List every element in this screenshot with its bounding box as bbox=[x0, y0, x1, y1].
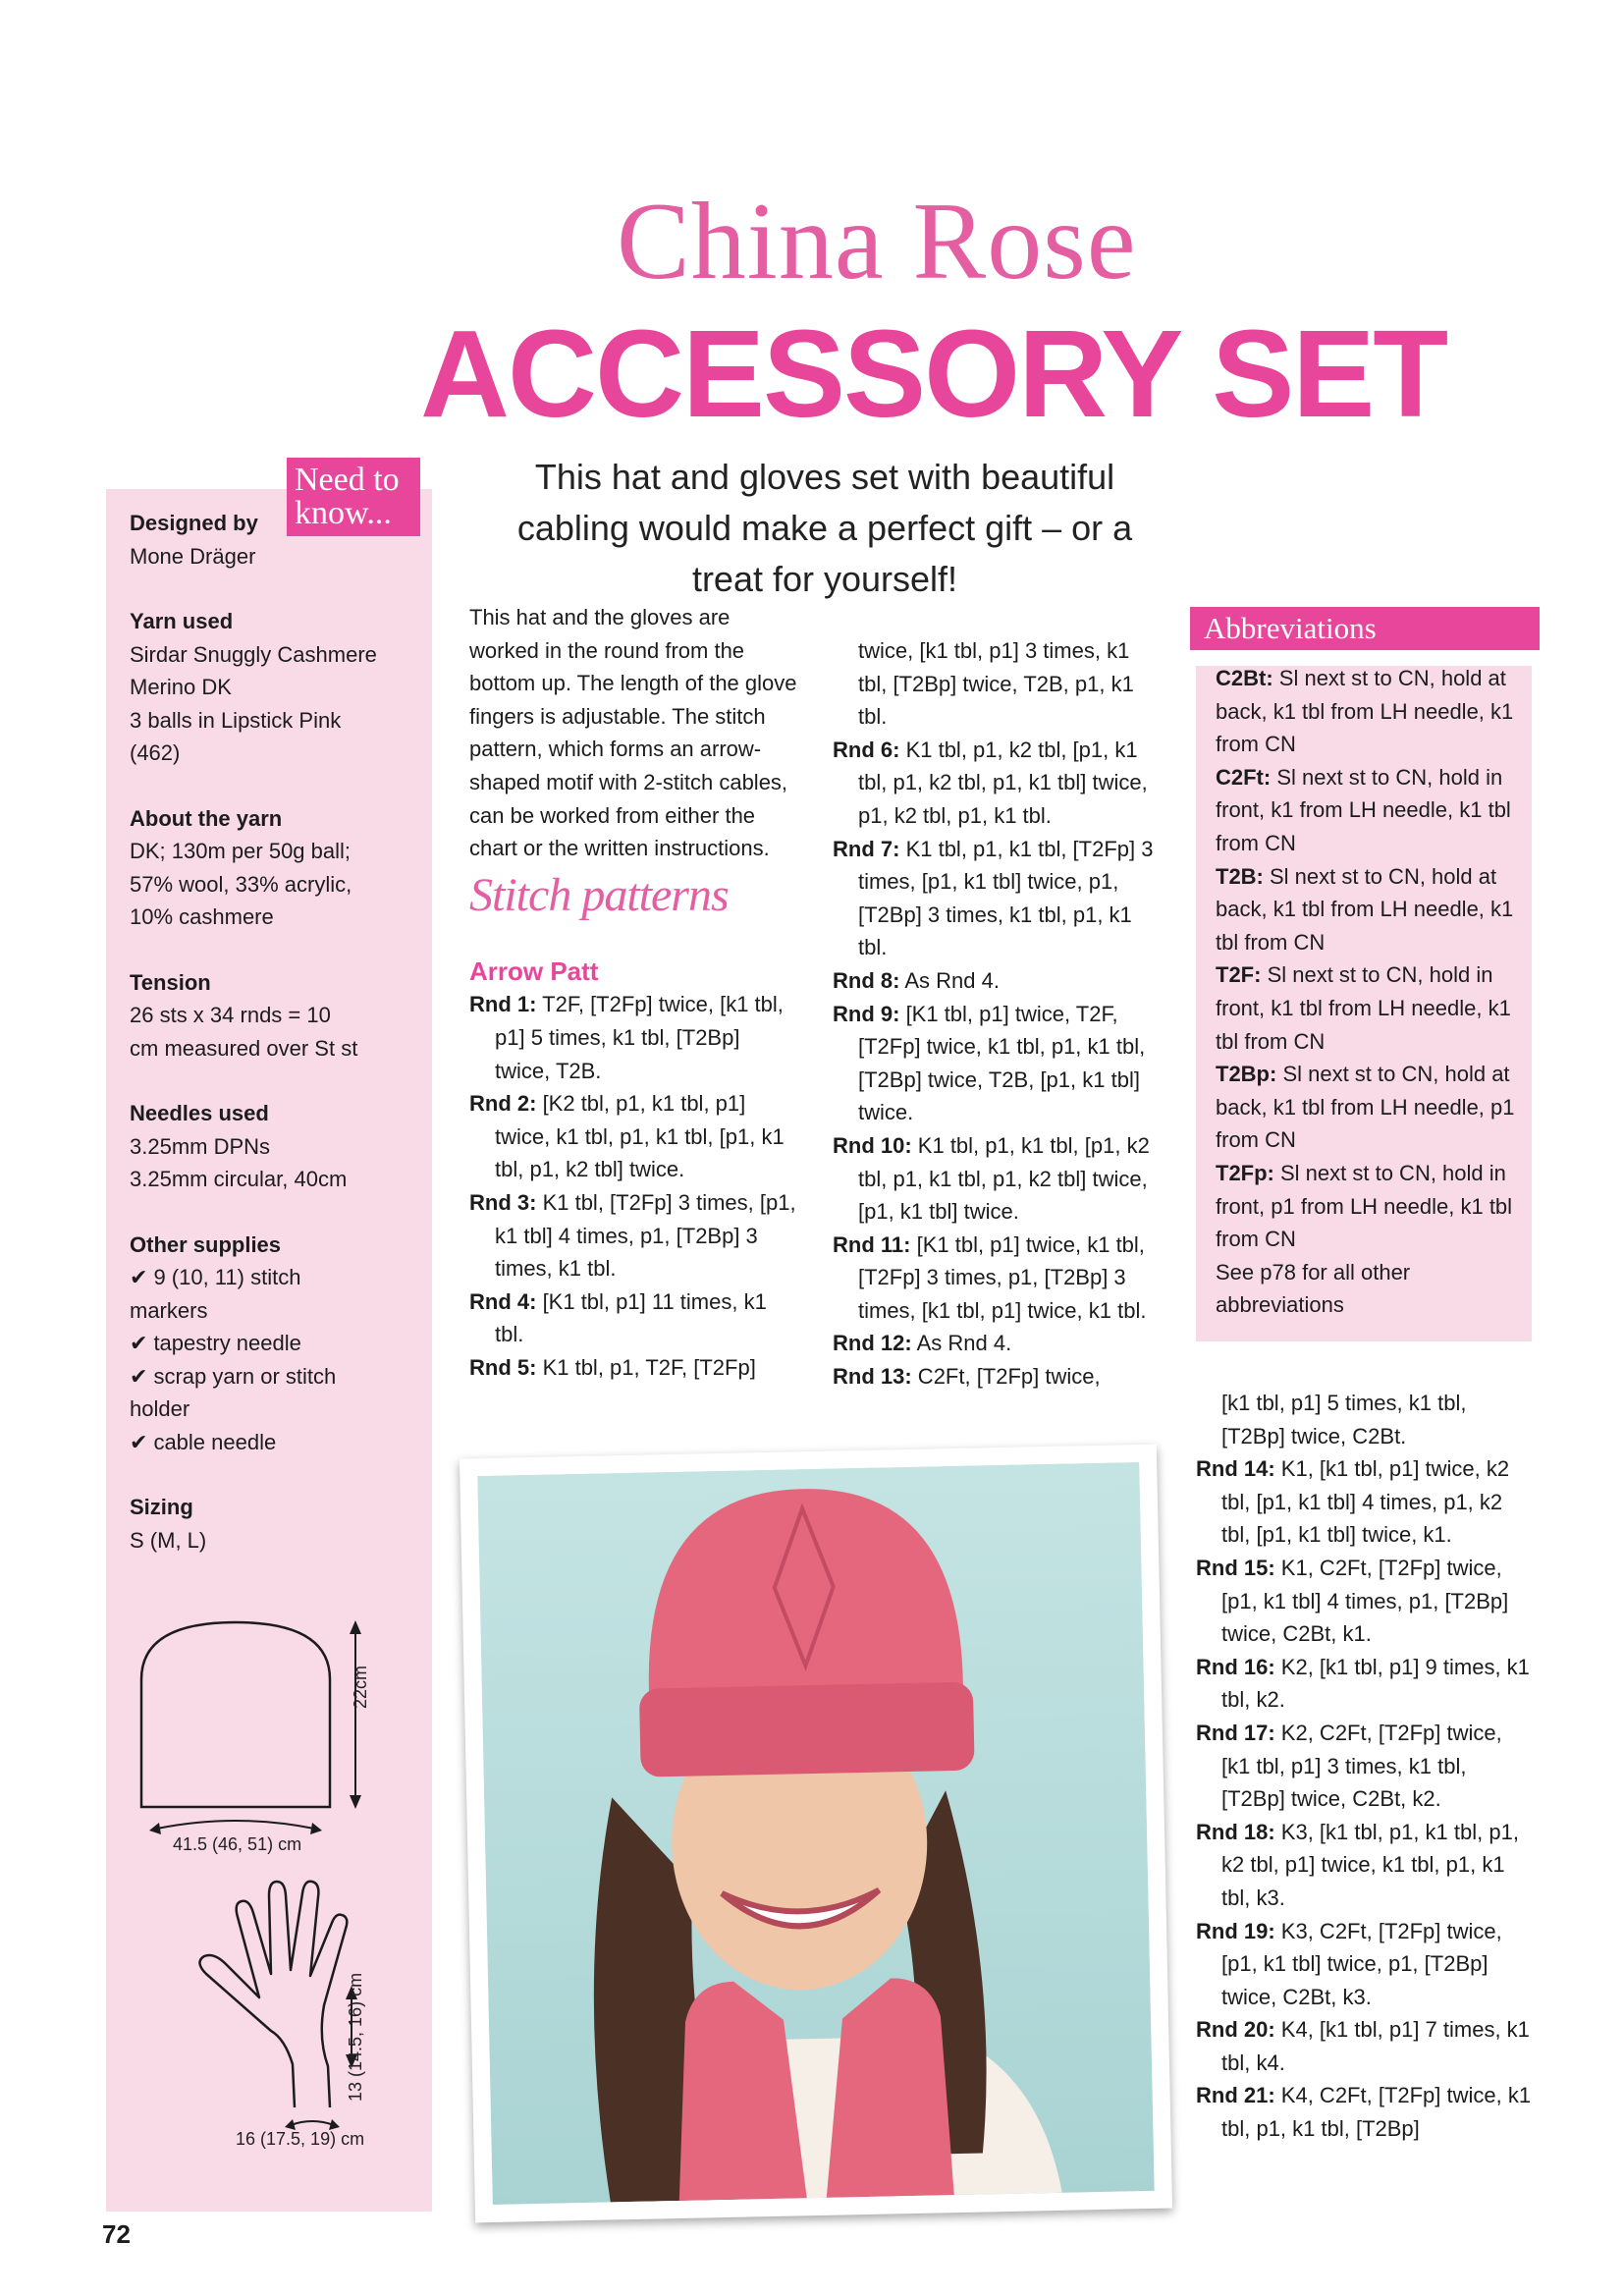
supplies-section bbox=[130, 1229, 424, 1459]
round-instruction bbox=[469, 1186, 797, 1285]
abbreviation-term: T2B: bbox=[1216, 863, 1264, 889]
round-label: Rnd 13: bbox=[833, 1364, 912, 1390]
round-text: K1 tbl, p1, k2 tbl, [p1, k1 tbl, p1, k2 tbl, p1, k1 tbl] twice, p1, k2 tbl, p1, k1 tbl. bbox=[858, 737, 1148, 828]
round-instruction bbox=[833, 1360, 1163, 1394]
round-continuation: [k1 tbl, p1] 5 times, k1 tbl, [T2Bp] twice, C2Bt. bbox=[1221, 1391, 1467, 1449]
round-text: [K1 tbl, p1] twice, T2F, [T2Fp] twice, k1 tbl, p1, k1 tbl, [T2Bp] twice, T2B, [p1, k1 tbl] twice. bbox=[858, 1001, 1146, 1125]
round-text: K1 tbl, [T2Fp] 3 times, [p1, k1 tbl] 4 times, p1, [T2Bp] 3 times, k1 tbl. bbox=[495, 1189, 796, 1282]
round-label: Rnd 8: bbox=[833, 967, 900, 993]
tension-label: Tension bbox=[130, 969, 211, 995]
abbreviation-def: Sl next st to CN, hold in front, k1 tbl from LH needle, k1 tbl from CN bbox=[1216, 962, 1511, 1054]
round-label: Rnd 3: bbox=[469, 1189, 537, 1215]
hat-schematic bbox=[128, 1611, 412, 1846]
round-instruction bbox=[833, 1229, 1163, 1328]
sidebar-details bbox=[130, 507, 424, 1589]
round-instruction bbox=[1196, 1717, 1536, 1816]
round-label: Rnd 19: bbox=[1196, 1918, 1275, 1943]
round-text: K3, [k1 tbl, p1, k1 tbl, p1, k2 tbl, p1] twice, k1 tbl, p1, k1 tbl, k3. bbox=[1221, 1819, 1519, 1910]
round-instruction bbox=[1196, 1452, 1536, 1552]
abbreviation-term: C2Ft: bbox=[1216, 764, 1272, 790]
abbreviation-item bbox=[1216, 1157, 1530, 1256]
abbreviations-footer: See p78 for all other abbreviations bbox=[1216, 1259, 1411, 1318]
round-text: [K2 tbl, p1, k1 tbl, p1] twice, k1 tbl, p1, k1 tbl, [p1, k1 tbl, p1, k2 tbl] twice. bbox=[495, 1091, 785, 1182]
yarn-line: Merino DK bbox=[130, 675, 232, 699]
page-number: 72 bbox=[102, 2219, 131, 2249]
round-text: K1 tbl, p1, k1 tbl, [T2Fp] 3 times, [p1, k1 tbl] twice, p1, [T2Bp] 3 times, k1 tbl, p1, k1 tbl. bbox=[858, 836, 1154, 960]
abbreviation-item bbox=[1216, 761, 1530, 860]
sizing-value: S (M, L) bbox=[130, 1527, 207, 1553]
tension-line: cm measured over St st bbox=[130, 1035, 358, 1061]
designer-name: Mone Dräger bbox=[130, 543, 256, 569]
abbreviation-item bbox=[1216, 662, 1530, 761]
designed-by-label: Designed by bbox=[130, 511, 258, 535]
tension-line: 26 sts x 34 rnds = 10 bbox=[130, 1003, 331, 1027]
round-text: K1 tbl, p1, k1 tbl, [p1, k2 tbl, p1, k1 tbl, p1, k2 tbl] twice, [p1, k1 tbl] twice. bbox=[858, 1132, 1150, 1225]
supply-item: ✔ scrap yarn or stitch bbox=[130, 1360, 424, 1394]
abbreviation-item bbox=[1216, 860, 1530, 959]
round-instruction bbox=[833, 998, 1163, 1129]
yarn-label: Yarn used bbox=[130, 609, 234, 633]
abbreviation-term: T2Bp: bbox=[1216, 1062, 1277, 1087]
round-instruction bbox=[1196, 1816, 1536, 1915]
arrow-patt-heading: Arrow Patt bbox=[469, 956, 599, 986]
about-line: DK; 130m per 50g ball; bbox=[130, 839, 352, 863]
round-instruction bbox=[1196, 1651, 1536, 1717]
abbreviation-term: T2F: bbox=[1216, 962, 1262, 988]
round-label: Rnd 7: bbox=[833, 836, 900, 861]
column-2 bbox=[833, 634, 1163, 1394]
hat-brim bbox=[639, 1682, 975, 1777]
abbreviations-heading: Abbreviations bbox=[1190, 607, 1540, 650]
glove-width-arrow bbox=[291, 2121, 334, 2125]
photo-illustration bbox=[477, 1462, 1154, 2205]
abbreviation-def: Sl next st to CN, hold at back, k1 tbl from LH needle, k1 from CN bbox=[1216, 666, 1514, 757]
round-label: Rnd 11: bbox=[833, 1231, 911, 1257]
round-instruction bbox=[469, 1351, 797, 1385]
supply-item-cont: markers bbox=[130, 1297, 208, 1323]
about-yarn-label: About the yarn bbox=[130, 805, 283, 831]
round-label: Rnd 6: bbox=[833, 737, 900, 762]
glove-height-label: 13 (14.5, 16) cm bbox=[346, 1972, 365, 2102]
hat-width-label: 41.5 (46, 51) cm bbox=[173, 1834, 302, 1854]
sizing-section bbox=[130, 1491, 424, 1557]
tension-section bbox=[130, 966, 424, 1066]
round-label: Rnd 21: bbox=[1196, 2083, 1275, 2108]
round-instruction bbox=[1196, 1552, 1536, 1651]
abbreviation-def: Sl next st to CN, hold at back, k1 tbl from LH needle, k1 tbl from CN bbox=[1216, 863, 1514, 955]
round-label: Rnd 20: bbox=[1196, 2017, 1275, 2043]
abbreviation-term: C2Bt: bbox=[1216, 666, 1273, 690]
round-label: Rnd 12: bbox=[833, 1331, 912, 1356]
round-instruction bbox=[833, 734, 1163, 833]
round-label: Rnd 16: bbox=[1196, 1654, 1275, 1679]
subtitle: This hat and gloves set with beautiful cabling would make a perfect gift – or a treat for yourself! bbox=[516, 457, 1133, 599]
intro-paragraph: This hat and the gloves are worked in the round from the bottom up. The length of the glove fingers is adjustable. The stitch pattern, which forms an arrow-shaped motif with 2-stitch cables, can be worked from either the chart or the written instructions. bbox=[469, 605, 797, 861]
glove-width-label: 16 (17.5, 19) cm bbox=[236, 2129, 365, 2149]
yarn-line: (462) bbox=[130, 740, 181, 765]
round-text: K4, C2Ft, [T2Fp] twice, k1 tbl, p1, k1 tbl, [T2Bp] bbox=[1221, 2083, 1532, 2142]
round-text: K1, [k1 tbl, p1] twice, k2 tbl, [p1, k1 tbl] 4 times, p1, k2 tbl, [p1, k1 tbl] twice, k1. bbox=[1221, 1456, 1510, 1548]
supply-item: ✔ tapestry needle bbox=[130, 1327, 424, 1360]
abbreviation-item bbox=[1216, 1058, 1530, 1157]
round-text: As Rnd 4. bbox=[911, 1331, 1012, 1356]
hat-width-arrow bbox=[157, 1821, 314, 1829]
abbreviation-item bbox=[1216, 958, 1530, 1058]
hat-outline bbox=[141, 1622, 330, 1807]
round-label: Rnd 15: bbox=[1196, 1555, 1275, 1580]
needles-line: 3.25mm circular, 40cm bbox=[130, 1167, 348, 1191]
need-to-know-badge: Need to know... bbox=[287, 458, 420, 536]
photo-image bbox=[477, 1462, 1154, 2205]
round-label: Rnd 2: bbox=[469, 1091, 537, 1117]
title-line-2: ACCESSORY SET bbox=[420, 304, 1447, 443]
round-instruction bbox=[1196, 2079, 1536, 2145]
round-label: Rnd 18: bbox=[1196, 1819, 1275, 1844]
round-instruction bbox=[469, 1285, 797, 1351]
supply-item-cont: holder bbox=[130, 1396, 190, 1421]
yarn-line: Sirdar Snuggly Cashmere bbox=[130, 641, 377, 667]
round-label: Rnd 4: bbox=[469, 1288, 537, 1314]
needles-label: Needles used bbox=[130, 1101, 269, 1125]
about-yarn-section bbox=[130, 802, 424, 934]
round-instruction bbox=[833, 1129, 1163, 1229]
round-label: Rnd 9: bbox=[833, 1001, 900, 1026]
round-text: C2Ft, [T2Fp] twice, bbox=[911, 1364, 1101, 1390]
round-text: [K1 tbl, p1] twice, k1 tbl, [T2Fp] 3 times, p1, [T2Bp] 3 times, [k1 tbl, p1] twice, k1 tbl. bbox=[858, 1231, 1147, 1323]
round-label: Rnd 1: bbox=[469, 992, 537, 1017]
column-1 bbox=[469, 601, 797, 1384]
round-text: T2F, [T2Fp] twice, [k1 tbl, p1] 5 times, k1 tbl, [T2Bp] twice, T2B. bbox=[495, 992, 784, 1083]
round-instruction bbox=[833, 833, 1163, 964]
yarn-section bbox=[130, 605, 424, 770]
round-text: [K1 tbl, p1] 11 times, k1 tbl. bbox=[495, 1288, 767, 1347]
abbreviation-def: Sl next st to CN, hold at back, k1 tbl from LH needle, p1 from CN bbox=[1216, 1062, 1515, 1153]
abbreviation-term: T2Fp: bbox=[1216, 1160, 1274, 1185]
title-line-1: China Rose bbox=[617, 181, 1137, 302]
column-3 bbox=[1196, 1387, 1536, 2146]
round-label: Rnd 17: bbox=[1196, 1720, 1275, 1745]
abbreviation-def: Sl next st to CN, hold in front, p1 from LH needle, k1 tbl from CN bbox=[1216, 1160, 1513, 1252]
round-label: Rnd 14: bbox=[1196, 1456, 1275, 1482]
round-text: As Rnd 4. bbox=[899, 967, 1000, 993]
hat-height-label: 22cm bbox=[351, 1665, 370, 1709]
round-instruction bbox=[469, 1087, 797, 1186]
supplies-label: Other supplies bbox=[130, 1231, 282, 1257]
round-instruction bbox=[1196, 2013, 1536, 2079]
round-text: K2, [k1 tbl, p1] 9 times, k1 tbl, k2. bbox=[1221, 1654, 1530, 1713]
round-label: Rnd 10: bbox=[833, 1132, 912, 1158]
abbreviation-def: Sl next st to CN, hold in front, k1 from LH needle, k1 tbl from CN bbox=[1216, 764, 1511, 855]
round-text: K3, C2Ft, [T2Fp] twice, [p1, k1 tbl] twice, p1, [T2Bp] twice, C2Bt, k3. bbox=[1221, 1918, 1502, 2009]
round-text: K4, [k1 tbl, p1] 7 times, k1 tbl, k4. bbox=[1221, 2017, 1530, 2075]
round-text: K2, C2Ft, [T2Fp] twice, [k1 tbl, p1] 3 times, k1 tbl, [T2Bp] twice, C2Bt, k2. bbox=[1221, 1720, 1502, 1812]
stitch-patterns-heading: Stitch patterns bbox=[469, 868, 729, 921]
round-label: Rnd 5: bbox=[469, 1354, 537, 1380]
supply-item: ✔ cable needle bbox=[130, 1426, 424, 1459]
about-line: 57% wool, 33% acrylic, bbox=[130, 871, 352, 897]
round-instruction bbox=[833, 964, 1163, 998]
sizing-label: Sizing bbox=[130, 1495, 193, 1519]
model-photo bbox=[460, 1445, 1172, 2223]
designer-section bbox=[130, 507, 424, 573]
round-instruction bbox=[833, 1327, 1163, 1360]
round-continuation: twice, [k1 tbl, p1] 3 times, k1 tbl, [T2Bp] twice, T2B, p1, k1 tbl. bbox=[858, 638, 1134, 730]
needles-line: 3.25mm DPNs bbox=[130, 1133, 271, 1159]
round-instruction bbox=[1196, 1915, 1536, 2014]
round-text: K1, C2Ft, [T2Fp] twice, [p1, k1 tbl] 4 times, p1, [T2Bp] twice, C2Bt, k1. bbox=[1221, 1555, 1509, 1647]
glove-outline bbox=[199, 1882, 347, 2107]
yarn-line: 3 balls in Lipstick Pink bbox=[130, 707, 342, 733]
abbreviations-list bbox=[1216, 662, 1530, 1322]
supply-item: ✔ 9 (10, 11) stitch bbox=[130, 1261, 424, 1294]
round-text: K1 tbl, p1, T2F, [T2Fp] bbox=[536, 1354, 756, 1380]
needles-section bbox=[130, 1097, 424, 1196]
round-instruction bbox=[469, 988, 797, 1087]
about-line: 10% cashmere bbox=[130, 904, 274, 929]
